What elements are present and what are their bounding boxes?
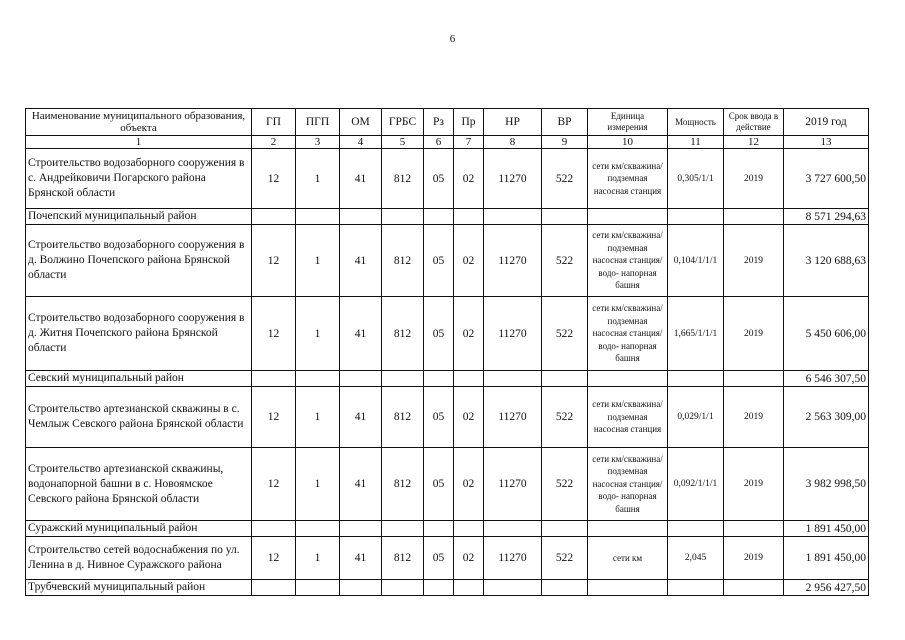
object-row [26,297,869,371]
empty-cell [542,371,588,387]
grbs-cell: 812 [382,387,424,448]
empty-cell [724,521,784,537]
unit-cell: сети км/скважина/ подземная насосная станция [588,149,668,209]
empty-cell [454,521,484,537]
empty-cell [340,209,382,225]
nr-cell: 11270 [484,297,542,371]
column-header: Наименование муниципального образования, объекта [26,109,252,136]
om-cell: 41 [340,297,382,371]
object-name: Строительство артезианской скважины, водонапорной башни в с. Новоямское Севского района Брянской области [26,448,252,521]
district-name: Почепский муниципальный район [26,209,252,225]
empty-cell [424,521,454,537]
empty-cell [454,371,484,387]
district-name: Суражский муниципальный район [26,521,252,537]
column-index: 7 [454,136,484,149]
empty-cell [724,580,784,596]
header-row [26,109,869,136]
object-row [26,537,869,580]
unit-cell: сети км/скважина/ подземная насосная станция/водо- напорная башня [588,225,668,297]
district-name: Севский муниципальный район [26,371,252,387]
object-row [26,448,869,521]
unit-cell: сети км/скважина/ подземная насосная станция/водо- напорная башня [588,297,668,371]
district-row [26,580,869,596]
column-header: Рз [424,109,454,136]
column-index: 13 [784,136,869,149]
om-cell: 41 [340,225,382,297]
empty-cell [382,580,424,596]
empty-cell [668,371,724,387]
object-row [26,387,869,448]
grbs-cell: 812 [382,149,424,209]
unit-cell: сети км [588,537,668,580]
column-index: 4 [340,136,382,149]
empty-cell [296,521,340,537]
empty-cell [382,521,424,537]
pgp-cell: 1 [296,387,340,448]
term-cell: 2019 [724,387,784,448]
pgp-cell: 1 [296,537,340,580]
empty-cell [484,521,542,537]
district-amount: 8 571 294,63 [784,209,869,225]
column-index: 6 [424,136,454,149]
column-header: Мощность [668,109,724,136]
empty-cell [340,371,382,387]
column-index: 2 [252,136,296,149]
column-index: 8 [484,136,542,149]
pr-cell: 02 [454,448,484,521]
pr-cell: 02 [454,537,484,580]
amount-cell: 2 563 309,00 [784,387,869,448]
column-header: Срок ввода в действие [724,109,784,136]
term-cell: 2019 [724,149,784,209]
empty-cell [296,209,340,225]
om-cell: 41 [340,448,382,521]
district-name: Трубчевский муниципальный район [26,580,252,596]
empty-cell [296,371,340,387]
empty-cell [542,521,588,537]
pgp-cell: 1 [296,297,340,371]
object-name: Строительство сетей водоснабжения по ул. Ленина в д. Нивное Суражского района [26,537,252,580]
object-name: Строительство водозаборного сооружения в д. Житня Почепского района Брянской области [26,297,252,371]
term-cell: 2019 [724,448,784,521]
district-amount: 6 546 307,50 [784,371,869,387]
vr-cell: 522 [542,537,588,580]
gp-cell: 12 [252,448,296,521]
object-row [26,225,869,297]
vr-cell: 522 [542,387,588,448]
empty-cell [296,580,340,596]
empty-cell [424,209,454,225]
column-header: ВР [542,109,588,136]
gp-cell: 12 [252,225,296,297]
rz-cell: 05 [424,225,454,297]
district-row [26,209,869,225]
term-cell: 2019 [724,225,784,297]
gp-cell: 12 [252,537,296,580]
rz-cell: 05 [424,149,454,209]
empty-cell [542,580,588,596]
empty-cell [252,521,296,537]
empty-cell [484,371,542,387]
column-header: ГП [252,109,296,136]
district-row [26,371,869,387]
column-index-row [26,136,869,149]
rz-cell: 05 [424,387,454,448]
empty-cell [340,521,382,537]
empty-cell [668,580,724,596]
vr-cell: 522 [542,225,588,297]
column-index: 3 [296,136,340,149]
district-amount: 1 891 450,00 [784,521,869,537]
pgp-cell: 1 [296,448,340,521]
column-header: Пр [454,109,484,136]
column-header: ОМ [340,109,382,136]
amount-cell: 5 450 606,00 [784,297,869,371]
budget-table [25,108,869,596]
column-header: Единица измерения [588,109,668,136]
empty-cell [542,209,588,225]
empty-cell [724,209,784,225]
amount-cell: 3 120 688,63 [784,225,869,297]
capacity-cell: 0,029/1/1 [668,387,724,448]
nr-cell: 11270 [484,537,542,580]
column-index: 11 [668,136,724,149]
empty-cell [588,580,668,596]
object-name: Строительство водозаборного сооружения в с. Андрейковичи Погарского района Брянской области [26,149,252,209]
nr-cell: 11270 [484,448,542,521]
empty-cell [668,521,724,537]
gp-cell: 12 [252,297,296,371]
empty-cell [484,580,542,596]
empty-cell [382,209,424,225]
empty-cell [340,580,382,596]
pr-cell: 02 [454,387,484,448]
object-name: Строительство водозаборного сооружения в д. Волжино Почепского района Брянской области [26,225,252,297]
vr-cell: 522 [542,448,588,521]
amount-cell: 1 891 450,00 [784,537,869,580]
gp-cell: 12 [252,149,296,209]
unit-cell: сети км/скважина/ подземная насосная станция [588,387,668,448]
empty-cell [252,371,296,387]
table-body [26,109,869,596]
vr-cell: 522 [542,297,588,371]
pr-cell: 02 [454,297,484,371]
amount-cell: 3 727 600,50 [784,149,869,209]
empty-cell [424,371,454,387]
empty-cell [588,521,668,537]
pr-cell: 02 [454,149,484,209]
nr-cell: 11270 [484,387,542,448]
empty-cell [588,371,668,387]
nr-cell: 11270 [484,225,542,297]
district-amount: 2 956 427,50 [784,580,869,596]
column-index: 5 [382,136,424,149]
column-header: ПГП [296,109,340,136]
empty-cell [454,209,484,225]
empty-cell [668,209,724,225]
rz-cell: 05 [424,297,454,371]
column-index: 10 [588,136,668,149]
object-name: Строительство артезианской скважины в с. Чемлыж Севского района Брянской области [26,387,252,448]
column-header: НР [484,109,542,136]
gp-cell: 12 [252,387,296,448]
grbs-cell: 812 [382,225,424,297]
empty-cell [454,580,484,596]
amount-cell: 3 982 998,50 [784,448,869,521]
empty-cell [424,580,454,596]
nr-cell: 11270 [484,149,542,209]
empty-cell [252,209,296,225]
om-cell: 41 [340,149,382,209]
empty-cell [252,580,296,596]
rz-cell: 05 [424,448,454,521]
grbs-cell: 812 [382,297,424,371]
term-cell: 2019 [724,537,784,580]
empty-cell [382,371,424,387]
empty-cell [724,371,784,387]
vr-cell: 522 [542,149,588,209]
unit-cell: сети км/скважина/ подземная насосная станция/водо- напорная башня [588,448,668,521]
grbs-cell: 812 [382,448,424,521]
term-cell: 2019 [724,297,784,371]
page-number: 6 [449,33,456,45]
column-header: 2019 год [784,109,869,136]
om-cell: 41 [340,537,382,580]
column-index: 9 [542,136,588,149]
capacity-cell: 0,305/1/1 [668,149,724,209]
district-row [26,521,869,537]
rz-cell: 05 [424,537,454,580]
capacity-cell: 2,045 [668,537,724,580]
pgp-cell: 1 [296,225,340,297]
empty-cell [484,209,542,225]
column-header: ГРБС [382,109,424,136]
capacity-cell: 1,665/1/1/1 [668,297,724,371]
column-index: 12 [724,136,784,149]
capacity-cell: 0,092/1/1/1 [668,448,724,521]
column-index: 1 [26,136,252,149]
object-row [26,149,869,209]
grbs-cell: 812 [382,537,424,580]
capacity-cell: 0,104/1/1/1 [668,225,724,297]
om-cell: 41 [340,387,382,448]
pr-cell: 02 [454,225,484,297]
pgp-cell: 1 [296,149,340,209]
empty-cell [588,209,668,225]
